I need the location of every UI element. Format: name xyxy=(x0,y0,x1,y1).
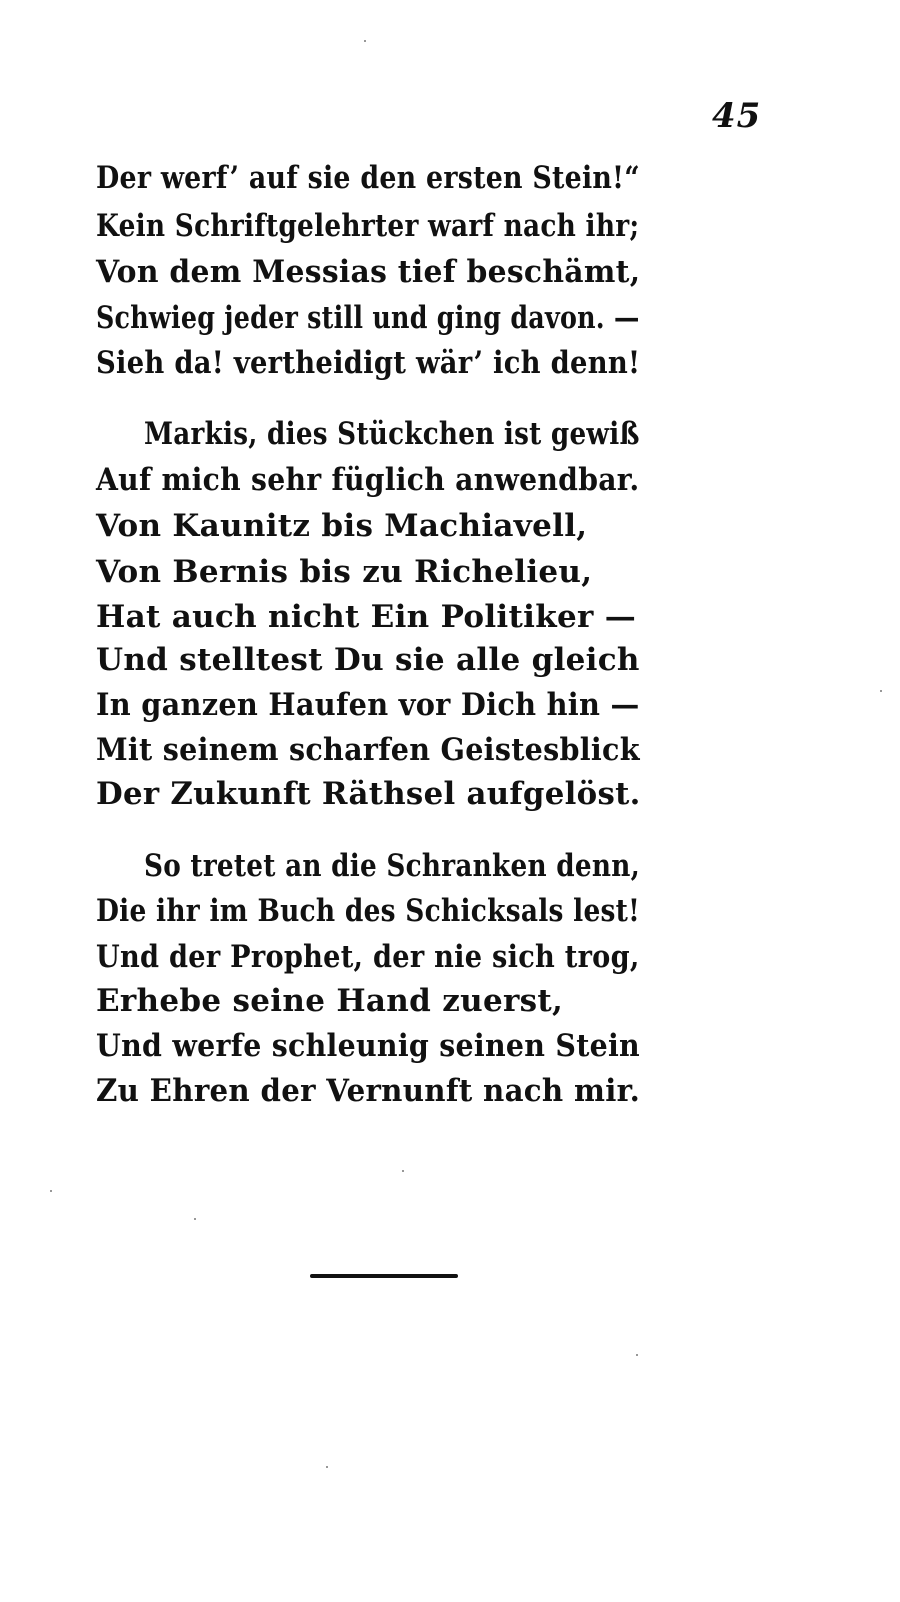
print-speck xyxy=(50,1190,52,1192)
verse-line: Hat auch nicht Ein Politiker — xyxy=(96,599,637,635)
verse-line: Markis, dies Stückchen ist gewiß xyxy=(144,416,640,452)
verse-line: Der Zukunft Räthsel aufgelöst. xyxy=(96,776,641,812)
verse-line: Schwieg jeder still und ging davon. — xyxy=(96,300,640,336)
verse-line: Der werf’ auf sie den ersten Stein!“ xyxy=(96,160,640,196)
verse-line: So tretet an die Schranken denn, xyxy=(144,848,641,884)
print-speck xyxy=(326,1466,328,1468)
verse-line: Die ihr im Buch des Schicksals lest! xyxy=(96,893,641,929)
print-speck xyxy=(636,1354,638,1356)
print-speck xyxy=(402,1170,404,1172)
verse-line: Auf mich sehr füglich anwendbar. xyxy=(96,462,640,498)
verse-line: Von Kaunitz bis Machiavell, xyxy=(96,508,588,544)
verse-line: Und stelltest Du sie alle gleich xyxy=(96,642,640,678)
print-speck xyxy=(194,1218,196,1220)
verse-line: Zu Ehren der Vernunft nach mir. xyxy=(96,1073,641,1109)
verse-line: Von Bernis bis zu Richelieu, xyxy=(96,554,593,590)
verse-line: Erhebe seine Hand zuerst, xyxy=(96,983,564,1019)
verse-line: Mit seinem scharfen Geistesblick xyxy=(96,732,640,768)
print-speck xyxy=(880,690,882,692)
page-number: 45 xyxy=(712,96,762,136)
verse-line: Und werfe schleunig seinen Stein xyxy=(96,1028,640,1064)
verse-line: Sieh da! vertheidigt wär’ ich denn! xyxy=(96,345,641,381)
ornamental-rule xyxy=(310,1274,458,1278)
verse-line: Von dem Messias tief beschämt, xyxy=(96,254,641,290)
verse-line: In ganzen Haufen vor Dich hin — xyxy=(96,687,640,723)
verse-line: Und der Prophet, der nie sich trog, xyxy=(96,939,640,975)
print-speck xyxy=(364,40,366,42)
verse-line: Kein Schriftgelehrter warf nach ihr; xyxy=(96,208,640,244)
